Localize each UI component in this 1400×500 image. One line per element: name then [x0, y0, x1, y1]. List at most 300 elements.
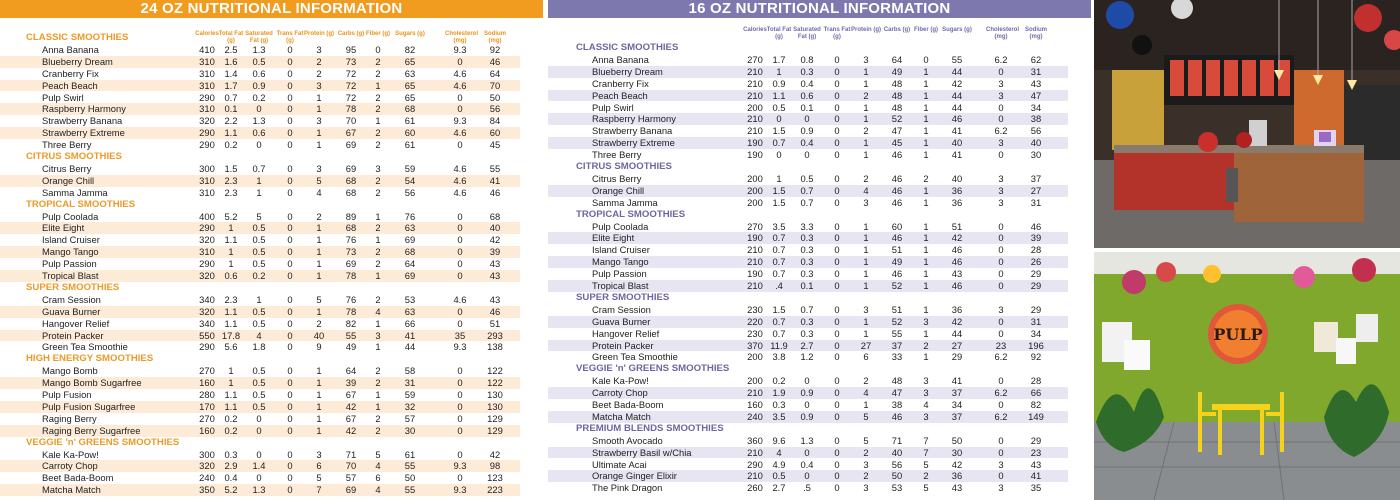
table-cell: 4	[375, 460, 381, 472]
table-cell: 35	[454, 329, 466, 341]
table-cell: 310	[199, 79, 215, 91]
column-header: Carbs (g)	[883, 27, 911, 33]
table-cell: 310	[199, 103, 215, 115]
table-cell: 72	[345, 67, 357, 79]
table-cell: 3	[863, 303, 869, 315]
table-cell: 0	[834, 303, 840, 315]
title-banner-16oz: 16 OZ NUTRITIONAL INFORMATION	[548, 0, 1091, 18]
smoothie-name: Raging Berry Sugarfree	[42, 424, 141, 436]
table-cell: 3	[923, 315, 929, 327]
table-row	[548, 54, 1068, 66]
table-cell: 0	[834, 149, 840, 161]
table-cell: 210	[747, 113, 763, 125]
table-row	[0, 103, 520, 115]
table-row	[548, 137, 1068, 149]
column-header: Trans Fat (g)	[276, 31, 304, 44]
table-cell: 300	[199, 162, 215, 174]
table-cell: 0	[834, 184, 840, 196]
table-cell: 129	[487, 424, 503, 436]
smoothie-name: Raspberry Harmony	[592, 113, 676, 125]
table-cell: 0	[834, 77, 840, 89]
table-cell: 0.3	[800, 315, 814, 327]
table-cell: 27	[951, 339, 963, 351]
table-cell: 0	[256, 412, 262, 424]
table-cell: 0	[287, 246, 293, 258]
table-cell: 5	[923, 482, 929, 494]
table-cell: 40	[951, 172, 963, 184]
column-header: Cholesterol (mg)	[445, 31, 479, 44]
table-cell: 50	[404, 472, 416, 484]
table-cell: 58	[404, 365, 416, 377]
table-cell: 400	[199, 210, 215, 222]
table-cell: 0	[834, 482, 840, 494]
smoothie-name: Carroty Chop	[592, 387, 648, 399]
table-cell: 0.1	[800, 280, 814, 291]
category-heading	[548, 161, 1068, 173]
smoothie-name: Strawberry Extreme	[592, 137, 675, 149]
table-cell: 1	[375, 317, 381, 329]
table-cell: 0	[834, 327, 840, 339]
table-cell: 0	[834, 65, 840, 77]
table-cell: 39	[345, 377, 357, 389]
table-cell: 3	[863, 196, 869, 208]
table-cell: 3	[863, 482, 869, 494]
table-cell: 1	[316, 400, 322, 412]
table-cell: 0	[998, 149, 1004, 161]
table-cell: 0	[287, 293, 293, 305]
smoothie-name: Cranberry Fix	[592, 77, 649, 89]
table-cell: 1.1	[224, 127, 238, 139]
table-cell: 31	[1030, 196, 1042, 208]
table-row	[0, 270, 520, 282]
table-cell: 0	[457, 139, 463, 151]
table-row	[548, 482, 1068, 494]
table-cell: 3	[998, 184, 1004, 196]
table-cell: 9	[316, 341, 322, 353]
table-cell: 40	[891, 446, 903, 458]
table-cell: 1	[863, 149, 869, 161]
table-cell: 44	[951, 65, 963, 77]
smoothie-name: Blueberry Dream	[592, 65, 663, 77]
table-cell: 0.3	[800, 327, 814, 339]
table-cell: 0	[287, 115, 293, 127]
table-cell: 27	[1030, 184, 1042, 196]
table-cell: 0	[287, 43, 293, 55]
table-cell: 4.6	[453, 162, 467, 174]
table-cell: 31	[1030, 315, 1042, 327]
table-cell: 0.5	[800, 172, 814, 184]
table-row	[548, 185, 1068, 197]
table-cell: 0	[998, 434, 1004, 446]
table-cell: 1	[375, 270, 381, 281]
table-cell: 28	[1030, 244, 1042, 256]
table-row	[548, 102, 1068, 114]
table-cell: 4	[316, 186, 322, 198]
table-cell: .5	[803, 482, 811, 494]
table-cell: 46	[489, 186, 501, 198]
table-cell: 1	[256, 174, 262, 186]
smoothie-name: Peach Beach	[42, 79, 98, 91]
store-seating-photo	[1094, 252, 1400, 500]
table-cell: 1	[863, 77, 869, 89]
table-cell: 3	[998, 172, 1004, 184]
column-header: Protein (g)	[304, 31, 334, 37]
table-cell: 260	[747, 482, 763, 494]
table-cell: 0	[287, 127, 293, 139]
table-cell: 0	[457, 234, 463, 246]
table-cell: 122	[487, 365, 503, 377]
table-cell: 1.3	[800, 434, 814, 446]
table-cell: 42	[345, 424, 357, 436]
table-cell: 47	[891, 125, 903, 137]
table-cell: 1	[863, 268, 869, 280]
table-cell: 70	[489, 79, 501, 91]
table-cell: 9.6	[772, 434, 786, 446]
table-cell: 0.3	[772, 399, 786, 410]
table-cell: 0	[457, 472, 463, 484]
table-cell: 44	[951, 327, 963, 339]
table-cell: 1	[863, 399, 869, 410]
table-row	[0, 234, 520, 246]
table-cell: 29	[1030, 303, 1042, 315]
table-cell: 3	[923, 375, 929, 387]
table-cell: 2	[316, 55, 322, 67]
table-row	[0, 472, 520, 484]
table-cell: 0	[834, 446, 840, 458]
table-row	[548, 125, 1068, 137]
table-cell: 2.2	[224, 115, 238, 127]
table-cell: 210	[747, 387, 763, 399]
table-cell: 1	[863, 220, 869, 232]
table-row	[0, 258, 520, 270]
table-cell: 1	[923, 125, 929, 137]
table-cell: 3	[863, 458, 869, 470]
table-cell: 52	[891, 280, 903, 291]
table-cell: 0	[998, 327, 1004, 339]
table-cell: 0.7	[772, 256, 786, 268]
table-cell: 98	[489, 460, 501, 472]
table-cell: 1.7	[224, 79, 238, 91]
table-cell: 270	[199, 412, 215, 424]
smoothie-name: Three Berry	[42, 139, 92, 151]
table-cell: 59	[404, 162, 416, 174]
table-cell: 5	[863, 410, 869, 422]
table-cell: 57	[404, 412, 416, 424]
table-cell: 1	[375, 400, 381, 412]
table-cell: 1.2	[800, 351, 814, 363]
table-cell: 0.5	[772, 470, 786, 482]
table-cell: 160	[747, 399, 763, 410]
column-header: Sodium (mg)	[1025, 27, 1047, 40]
table-cell: 45	[489, 139, 501, 151]
smoothie-name: Beet Bada-Boom	[592, 399, 664, 410]
table-cell: 0	[457, 222, 463, 234]
table-cell: 1	[256, 186, 262, 198]
table-cell: 2	[375, 139, 381, 151]
table-cell: 0	[834, 125, 840, 137]
table-cell: 0	[287, 222, 293, 234]
table-cell: 300	[199, 448, 215, 460]
table-cell: 6.2	[994, 125, 1008, 137]
table-cell: 0	[998, 101, 1004, 113]
table-cell: 1	[375, 115, 381, 127]
category-heading	[548, 363, 1068, 375]
table-cell: 64	[345, 365, 357, 377]
table-cell: 0	[457, 210, 463, 222]
table-cell: 0.5	[252, 222, 266, 234]
table-cell: 73	[345, 246, 357, 258]
table-cell: 1.3	[252, 43, 266, 55]
smoothie-name: Carroty Chop	[42, 460, 98, 472]
table-cell: 0	[287, 55, 293, 67]
table-cell: 0	[834, 89, 840, 101]
table-cell: 196	[1028, 339, 1044, 351]
table-cell: 1	[228, 258, 234, 270]
table-cell: 0	[834, 351, 840, 363]
table-cell: 0.8	[800, 53, 814, 65]
table-cell: 1	[375, 234, 381, 246]
table-cell: 46	[1030, 220, 1042, 232]
table-cell: 190	[747, 268, 763, 280]
table-cell: 0	[998, 470, 1004, 482]
table-cell: 0	[287, 162, 293, 174]
table-cell: 123	[487, 472, 503, 484]
table-cell: 68	[404, 103, 416, 115]
table-cell: 50	[951, 434, 963, 446]
table-cell: 3.5	[772, 220, 786, 232]
table-cell: 1	[923, 244, 929, 256]
table-cell: 67	[345, 389, 357, 400]
table-cell: 0.3	[800, 65, 814, 77]
category-label: SUPER SMOOTHIES	[576, 291, 670, 303]
table-cell: 76	[345, 234, 357, 246]
table-cell: 9.3	[453, 484, 467, 496]
table-cell: 0.1	[800, 101, 814, 113]
table-cell: 64	[489, 67, 501, 79]
table-cell: 4.6	[453, 174, 467, 186]
table-row	[0, 413, 520, 425]
table-cell: 350	[199, 484, 215, 496]
table-cell: 3	[998, 458, 1004, 470]
table-cell: 48	[891, 89, 903, 101]
table-cell: 3.8	[772, 351, 786, 363]
category-heading	[0, 32, 520, 44]
table-row	[0, 377, 520, 389]
table-cell: 0	[834, 375, 840, 387]
table-cell: 29	[951, 351, 963, 363]
table-cell: 0	[834, 244, 840, 256]
smoothie-name: Raspberry Harmony	[42, 103, 126, 115]
table-cell: 43	[489, 293, 501, 305]
table-cell: 56	[489, 103, 501, 115]
table-row	[0, 68, 520, 80]
table-cell: 1.6	[224, 55, 238, 67]
table-cell: 5	[316, 472, 322, 484]
smoothie-name: Beet Bada-Boom	[42, 472, 114, 484]
table-row	[548, 244, 1068, 256]
table-cell: 1	[316, 365, 322, 377]
table-cell: 0	[804, 113, 810, 125]
table-cell: 0	[998, 375, 1004, 387]
table-cell: 64	[891, 53, 903, 65]
table-cell: 0	[923, 53, 929, 65]
smoothie-name: Mango Tango	[592, 256, 649, 268]
table-cell: 39	[489, 246, 501, 258]
table-cell: 1	[375, 389, 381, 400]
table-cell: 1	[923, 184, 929, 196]
table-cell: 270	[747, 220, 763, 232]
table-cell: 360	[747, 434, 763, 446]
table-cell: 2.3	[224, 293, 238, 305]
table-row	[0, 175, 520, 187]
table-cell: 27	[860, 339, 872, 351]
smoothie-name: Matcha Match	[42, 484, 101, 496]
table-cell: 290	[199, 139, 215, 151]
table-cell: 26	[1030, 256, 1042, 268]
table-row	[0, 389, 520, 401]
table-cell: 0	[287, 234, 293, 246]
table-cell: 310	[199, 246, 215, 258]
table-cell: 290	[199, 222, 215, 234]
table-cell: 1	[316, 222, 322, 234]
table-cell: 67	[345, 127, 357, 139]
table-cell: 1	[375, 79, 381, 91]
table-cell: 42	[951, 315, 963, 327]
table-cell: 1.1	[224, 317, 238, 329]
table-cell: 6.2	[994, 410, 1008, 422]
table-cell: 0	[457, 377, 463, 389]
smoothie-name: Mango Tango	[42, 246, 99, 258]
table-cell: 0.6	[252, 67, 266, 79]
table-cell: 129	[487, 412, 503, 424]
table-cell: 0.9	[772, 77, 786, 89]
table-cell: 0	[287, 186, 293, 198]
table-cell: 1	[316, 389, 322, 400]
table-row	[548, 447, 1068, 459]
smoothie-name: Ultimate Acai	[592, 458, 647, 470]
table-cell: 31	[404, 377, 416, 389]
table-cell: 3	[316, 115, 322, 127]
table-cell: 37	[951, 410, 963, 422]
table-cell: 0	[287, 305, 293, 317]
table-cell: 0.9	[800, 387, 814, 399]
table-row	[0, 341, 520, 353]
smoothie-name: Strawberry Banana	[42, 115, 123, 127]
store-seating-illustration	[1094, 252, 1400, 500]
table-cell: 65	[404, 79, 416, 91]
table-cell: 1	[863, 137, 869, 149]
table-cell: 0.7	[772, 268, 786, 280]
smoothie-name: Three Berry	[592, 149, 642, 161]
table-cell: 3	[998, 89, 1004, 101]
table-cell: 240	[199, 472, 215, 484]
table-cell: 1	[228, 365, 234, 377]
table-cell: 0	[998, 315, 1004, 327]
table-cell: 56	[891, 458, 903, 470]
table-cell: 0	[834, 113, 840, 125]
table-cell: 0	[834, 256, 840, 268]
table-cell: 122	[487, 377, 503, 389]
table-cell: 69	[404, 234, 416, 246]
table-cell: 1.1	[224, 234, 238, 246]
table-cell: 0	[287, 270, 293, 281]
table-cell: 138	[487, 341, 503, 353]
table-cell: 370	[747, 339, 763, 351]
smoothie-name: Protein Packer	[42, 329, 104, 341]
table-cell: 0	[287, 258, 293, 270]
table-cell: 0	[457, 448, 463, 460]
table-cell: 210	[747, 470, 763, 482]
table-cell: 9.3	[453, 43, 467, 55]
table-cell: 1.1	[772, 89, 786, 101]
table-cell: 1	[228, 377, 234, 389]
smoothie-name: Samma Jamma	[592, 196, 658, 208]
store-counter-photo	[1094, 0, 1400, 248]
smoothie-name: Guava Burner	[592, 315, 651, 327]
table-cell: 1	[923, 327, 929, 339]
table-cell: 200	[747, 196, 763, 208]
table-cell: 1	[316, 91, 322, 103]
table-cell: 2	[375, 365, 381, 377]
table-cell: 1	[316, 234, 322, 246]
smoothie-name: Smooth Avocado	[592, 434, 663, 446]
table-cell: 52	[891, 315, 903, 327]
table-cell: 1.3	[252, 484, 266, 496]
table-cell: 41	[951, 149, 963, 161]
table-cell: 1	[923, 196, 929, 208]
table-cell: 70	[345, 115, 357, 127]
table-cell: 50	[489, 91, 501, 103]
table-cell: 1	[863, 280, 869, 291]
table-cell: 41	[951, 375, 963, 387]
table-cell: 7	[316, 484, 322, 496]
table-cell: 0	[998, 232, 1004, 244]
table-cell: 0.4	[800, 77, 814, 89]
table-cell: 31	[1030, 65, 1042, 77]
table-cell: 550	[199, 329, 215, 341]
table-cell: 0	[457, 270, 463, 281]
table-cell: 35	[1030, 482, 1042, 494]
table-cell: 1.1	[224, 389, 238, 400]
table-cell: 29	[1030, 280, 1042, 291]
table-cell: 320	[199, 305, 215, 317]
column-header: Protein (g)	[851, 27, 881, 33]
table-cell: 6.2	[994, 53, 1008, 65]
table-cell: 46	[489, 55, 501, 67]
category-label: TROPICAL SMOOTHIES	[576, 208, 686, 220]
category-label: CITRUS SMOOTHIES	[576, 161, 672, 172]
table-cell: 5	[923, 458, 929, 470]
table-cell: 0.7	[800, 303, 814, 315]
table-cell: 0	[287, 389, 293, 400]
category-label: CLASSIC SMOOTHIES	[26, 32, 129, 43]
smoothie-name: Cram Session	[42, 293, 101, 305]
table-cell: 0	[256, 472, 262, 484]
table-cell: 2	[863, 446, 869, 458]
table-cell: 210	[747, 77, 763, 89]
table-cell: 0	[457, 389, 463, 400]
category-heading	[548, 42, 1068, 54]
table-cell: 1.1	[224, 305, 238, 317]
table-cell: 0	[457, 55, 463, 67]
smoothie-name: Citrus Berry	[42, 162, 92, 174]
smoothie-name: Green Tea Smoothie	[42, 341, 128, 353]
table-cell: 4	[863, 184, 869, 196]
table-cell: 61	[404, 448, 416, 460]
smoothie-name: Kale Ka-Pow!	[592, 375, 649, 387]
table-cell: 0.2	[224, 139, 238, 151]
category-heading	[0, 151, 520, 163]
